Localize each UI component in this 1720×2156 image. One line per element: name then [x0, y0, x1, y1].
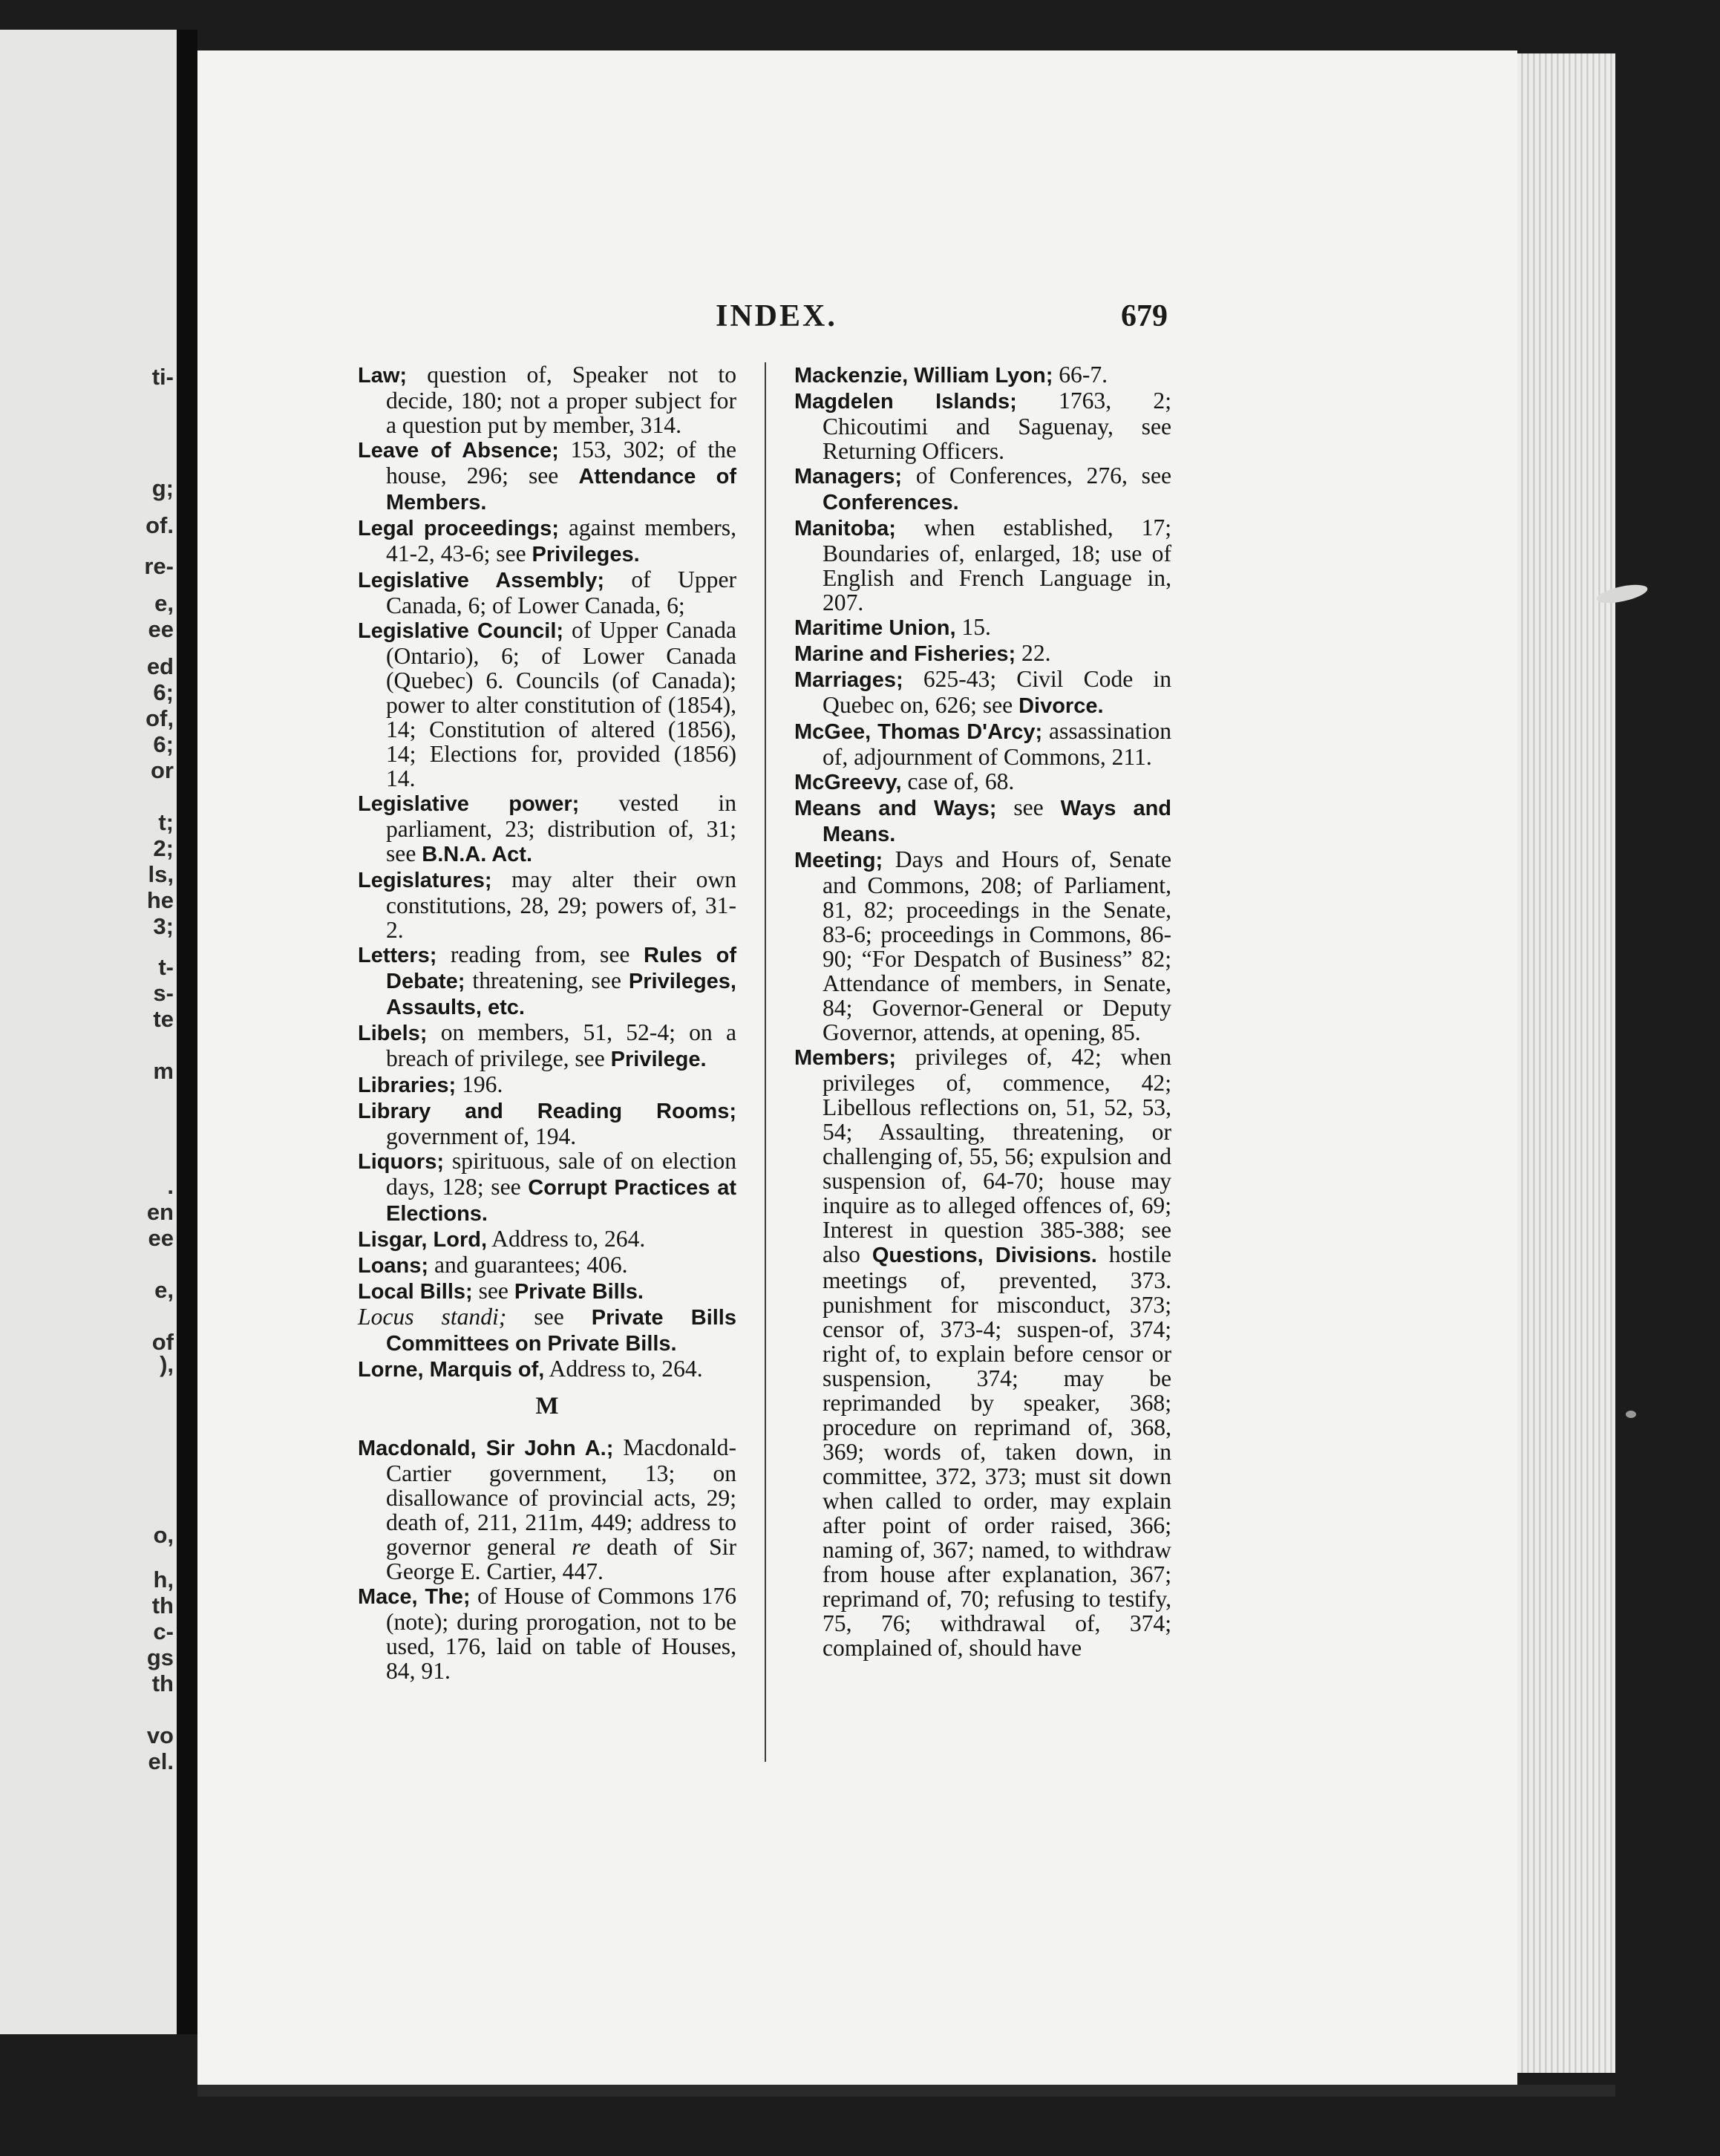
- left-page-text-fragment: e,: [154, 590, 174, 616]
- entry-heading: Legislative Council;: [358, 619, 564, 643]
- entry-heading: Maritime Union,: [794, 616, 956, 640]
- entry-heading: Lorne, Marquis of,: [358, 1358, 545, 1382]
- index-entry: [794, 795, 1171, 847]
- left-page-text-fragment: ls,: [148, 861, 174, 887]
- index-entry: [358, 1149, 736, 1226]
- index-entry: [794, 463, 1171, 515]
- page-number: 679: [1121, 299, 1168, 333]
- entry-heading: Loans;: [358, 1254, 429, 1278]
- index-entry: [794, 847, 1171, 1045]
- index-entry: [358, 1356, 736, 1382]
- entry-text: against members, 41-2, 43-6; see: [386, 514, 736, 566]
- left-page-text-fragment: e,: [154, 1277, 174, 1303]
- previous-page-fragment: [0, 30, 177, 2034]
- left-page-text-fragment: ti-: [151, 364, 174, 390]
- entry-heading: B.N.A. Act.: [422, 843, 533, 866]
- entry-text: 22.: [1016, 640, 1051, 666]
- index-entry: [794, 641, 1171, 667]
- entry-heading: Local Bills;: [358, 1280, 473, 1304]
- entry-text: government of, 194.: [386, 1123, 577, 1149]
- index-entry: [358, 437, 736, 515]
- entry-heading: Private Bills Committees on Private Bills.: [386, 1306, 736, 1356]
- entry-heading: Ways and Means.: [823, 797, 1172, 846]
- entry-heading: Managers;: [794, 465, 903, 489]
- entry-italic: re: [572, 1534, 591, 1560]
- left-page-text-fragment: ee: [148, 1225, 174, 1251]
- entry-heading: Questions, Divisions.: [872, 1244, 1097, 1267]
- index-entry: [358, 1098, 736, 1149]
- entry-text: see: [472, 1278, 514, 1304]
- entry-heading: Letters;: [358, 944, 437, 967]
- index-entry: [794, 388, 1171, 463]
- entry-text: see: [996, 794, 1061, 820]
- index-entry: [358, 567, 736, 618]
- index-entry: [794, 515, 1171, 615]
- left-page-text-fragment: gs: [146, 1644, 174, 1670]
- entry-heading: McGee, Thomas D'Arcy;: [794, 720, 1043, 744]
- entry-heading: Lisgar, Lord,: [358, 1228, 488, 1252]
- index-entry: [358, 942, 736, 1020]
- index-entry: [358, 1435, 736, 1584]
- index-entry: [794, 769, 1171, 795]
- index-entry: [358, 515, 736, 567]
- column-rule: [765, 362, 766, 1762]
- index-entry: [358, 1020, 736, 1072]
- left-page-text-fragment: re-: [144, 553, 174, 579]
- entry-heading: Corrupt Practices at Elections.: [386, 1176, 737, 1226]
- entry-heading: Meeting;: [794, 849, 883, 872]
- left-page-text-fragment: el.: [148, 1748, 174, 1774]
- index-entry: [794, 615, 1171, 641]
- entry-heading: Attendance of Members.: [386, 465, 737, 514]
- left-page-text-fragment: t-: [158, 954, 174, 980]
- left-page-text-fragment: ee: [148, 616, 174, 642]
- entry-text: of House of Commons 176 (note); during prorogation, not to be used, 176, laid on table of Houses, 84, 91.: [386, 1583, 737, 1684]
- entry-heading: Conferences.: [823, 491, 959, 514]
- left-page-text-fragment: g;: [151, 475, 174, 501]
- index-entry: [358, 1304, 736, 1356]
- entry-text: on members, 51, 52-4; on a breach of privilege, see: [386, 1019, 736, 1071]
- index-entry: [358, 1226, 736, 1252]
- index-entry: [794, 667, 1171, 719]
- index-entry: [358, 618, 736, 791]
- entry-text: 15.: [955, 614, 991, 640]
- entry-text: spirituous, sale of on election days, 128; see: [386, 1148, 736, 1200]
- left-page-text-fragment: 6;: [153, 679, 174, 705]
- entry-text: of Upper Canada, 6; of Lower Canada, 6;: [386, 566, 736, 618]
- index-column-right: [794, 362, 1171, 1660]
- left-page-text-fragment: vo: [146, 1722, 174, 1748]
- entry-text: see: [506, 1304, 592, 1330]
- left-page-text-fragment: en: [146, 1199, 174, 1225]
- running-head: INDEX.: [716, 299, 837, 333]
- left-page-text-fragment: of.: [145, 512, 174, 538]
- entry-text: question of, Speaker not to decide, 180; not a proper subject for a question put by member, 314.: [386, 362, 736, 438]
- index-entry: [358, 867, 736, 942]
- left-page-text-fragment: of,: [145, 705, 174, 731]
- entry-heading: Legislative power;: [358, 792, 580, 816]
- entry-heading: Privileges.: [532, 543, 640, 566]
- entry-text: Address to, 264.: [487, 1226, 646, 1252]
- left-page-text-fragment: te: [153, 1006, 174, 1032]
- entry-text: hostile meetings of, prevented, 373. punishment for misconduct, 373; censor of, 373-4; suspen-of, 374; right of, to explain before censor or suspension, 374; may be reprimanded by speaker, 368; procedure on reprimand of, 368, 369; words of, taken down, in committee, 372, 373; must sit down when called to order, may explain after point of order raised, 366; naming of, 367; named, to withdraw from house after explanation, 367; reprimand of, 70; refusing to testify, 75, 76; withdrawal of, 374; complained of, should have: [823, 1241, 1171, 1661]
- entry-heading: Library and Reading Rooms;: [358, 1100, 736, 1123]
- entry-text: 196.: [456, 1071, 503, 1097]
- entry-text: 66-7.: [1053, 362, 1108, 388]
- left-page-text-fragment: th: [151, 1670, 174, 1696]
- left-page-text-fragment: c-: [153, 1618, 174, 1644]
- index-column-left: [358, 362, 736, 1683]
- scan-speck: [1626, 1411, 1636, 1418]
- entry-text: case of, 68.: [901, 768, 1015, 794]
- entry-heading: Privilege.: [610, 1048, 707, 1071]
- entry-text: Days and Hours of, Senate and Commons, 208; of Parliament, 81, 82; proceedings in the Senate, 83-6; proceedings in Commons, 86-90; “For Despatch of Business” 82; Attendance of members, in Senate, 84; Governor-General or Deputy Governor, attends, at opening, 85.: [823, 846, 1171, 1045]
- entry-text: of Upper Canada (Ontario), 6; of Lower Canada (Quebec) 6. Councils (of Canada); power to alter constitution of (1854), 14; Constitution of altered (1856), 14; Elections for, provided (1856) 14.: [386, 617, 736, 791]
- entry-text: Macdonald-Cartier government, 13; on disallowance of provincial acts, 29; death of, 211, 211m, 449; address to governor general: [386, 1434, 736, 1560]
- page-bottom-edge: [197, 2085, 1615, 2097]
- entry-heading: Divorce.: [1018, 694, 1104, 718]
- left-page-text-fragment: 6;: [153, 731, 174, 757]
- left-page-text-fragment: he: [146, 887, 174, 913]
- left-page-text-fragment: o,: [153, 1522, 174, 1548]
- entry-heading: Magdelen Islands;: [794, 390, 1017, 414]
- index-entry: [358, 1252, 736, 1278]
- entry-heading: Marine and Fisheries;: [794, 642, 1016, 666]
- entry-heading: Privileges, Assaults, etc.: [386, 970, 736, 1019]
- page-edges: [1517, 53, 1615, 2073]
- left-page-text-fragment: or: [151, 757, 174, 783]
- index-entry: [358, 1072, 736, 1098]
- entry-italic: Locus standi;: [358, 1304, 507, 1330]
- entry-text: threatening, see: [465, 967, 629, 993]
- left-page-text-fragment: ed: [146, 653, 174, 679]
- left-page-text-fragment: h,: [153, 1567, 174, 1592]
- left-page-text-fragment: .: [167, 1173, 174, 1199]
- entry-text: of Conferences, 276, see: [902, 463, 1171, 489]
- entry-heading: McGreevy,: [794, 771, 902, 794]
- entry-text: 1763, 2; Chicoutimi and Saguenay, see Returning Officers.: [823, 388, 1171, 464]
- letter-heading: M: [535, 1393, 559, 1420]
- entry-heading: Members;: [794, 1046, 896, 1070]
- left-page-text-fragment: ),: [160, 1351, 174, 1377]
- entry-heading: Libraries;: [358, 1074, 457, 1097]
- left-page-text-fragment: 3;: [153, 913, 174, 939]
- entry-heading: Marriages;: [794, 668, 903, 692]
- entry-text: death of Sir George E. Cartier, 447.: [386, 1534, 736, 1584]
- entry-text: Address to, 264.: [544, 1356, 703, 1382]
- entry-heading: Private Bills.: [514, 1280, 644, 1304]
- entry-heading: Macdonald, Sir John A.;: [358, 1437, 614, 1460]
- book-gutter: [177, 30, 197, 2034]
- left-page-text-fragment: t;: [158, 809, 174, 835]
- entry-heading: Rules of Debate;: [386, 944, 737, 993]
- entry-heading: Legal proceedings;: [358, 517, 559, 540]
- index-entry: [794, 719, 1171, 769]
- index-entry: [358, 362, 736, 437]
- entry-text: may alter their own constitutions, 28, 29; powers of, 31-2.: [386, 866, 736, 943]
- left-page-text-fragment: s-: [153, 980, 174, 1006]
- entry-heading: Mackenzie, William Lyon;: [794, 364, 1053, 388]
- entry-heading: Manitoba;: [794, 517, 896, 540]
- entry-heading: Legislatures;: [358, 869, 492, 892]
- entry-heading: Legislative Assembly;: [358, 569, 605, 592]
- entry-heading: Means and Ways;: [794, 797, 997, 820]
- entry-text: vested in parliament, 23; distribution of, 31; see: [386, 790, 736, 866]
- entry-text: when established, 17; Boundaries of, enlarged, 18; use of English and French Language in, 207.: [823, 514, 1171, 615]
- entry-heading: Mace, The;: [358, 1585, 471, 1609]
- index-entry: [358, 791, 736, 867]
- left-page-text-fragment: m: [153, 1058, 174, 1084]
- left-page-text-fragment: 2;: [153, 835, 174, 861]
- entry-text: privileges of, 42; when privileges of, commence, 42; Libellous reflections on, 51, 52, 53, 54; Assaulting, threatening, or challenging of, 55, 56; expulsion and suspension of, 64-70; house may inquire as to alleged offences of, 69; Interest in question 385-388; see also: [823, 1044, 1171, 1267]
- entry-text: reading from, see: [436, 941, 644, 967]
- left-page-text-fragment: of: [151, 1329, 174, 1355]
- left-page-text-fragment: th: [151, 1592, 174, 1618]
- index-entry: [358, 1278, 736, 1304]
- entry-text: and guarantees; 406.: [428, 1252, 628, 1278]
- entry-heading: Liquors;: [358, 1150, 444, 1174]
- entry-text: 153, 302; of the house, 296; see: [386, 437, 736, 489]
- entry-heading: Leave of Absence;: [358, 439, 559, 463]
- entry-text: assassination of, adjournment of Commons, 211.: [823, 718, 1171, 770]
- entry-heading: Libels;: [358, 1022, 428, 1045]
- index-entry: [358, 1584, 736, 1683]
- index-entry: [794, 362, 1171, 388]
- index-entry: [794, 1045, 1171, 1660]
- entry-heading: Law;: [358, 364, 408, 388]
- entry-text: 625-43; Civil Code in Quebec on, 626; see: [823, 666, 1171, 718]
